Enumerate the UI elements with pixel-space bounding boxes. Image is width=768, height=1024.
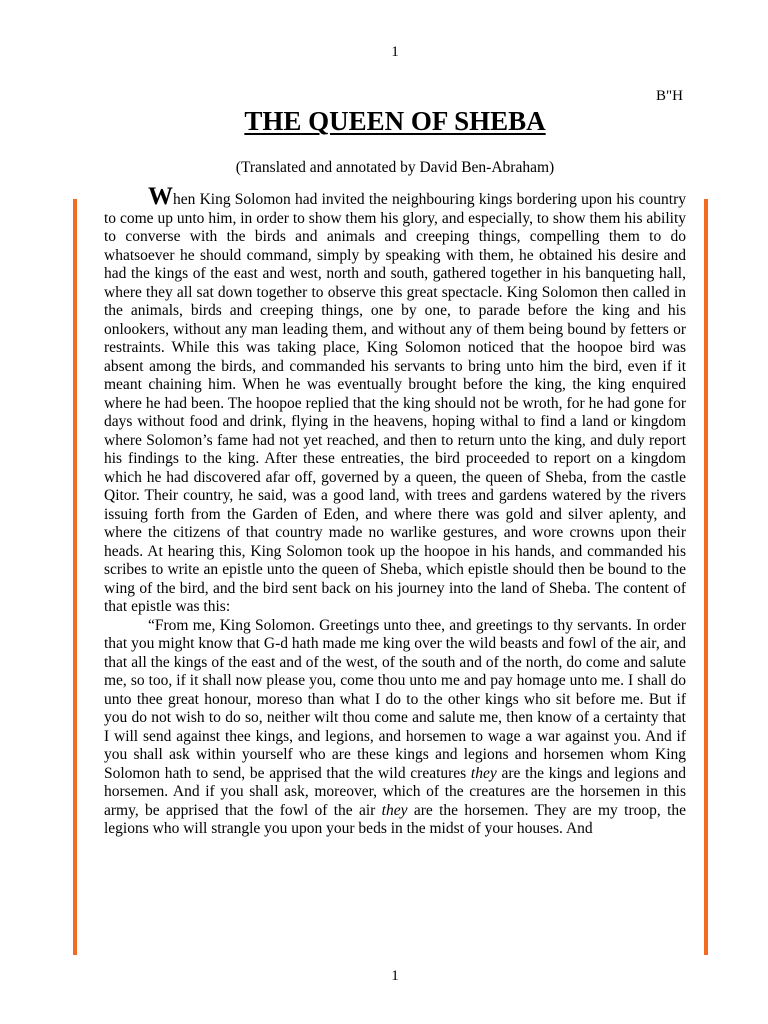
page-number-bottom: 1 (391, 968, 399, 984)
right-margin-bar (704, 199, 708, 955)
paragraph-1 (104, 183, 686, 617)
body-text (104, 183, 686, 839)
drop-cap: W (148, 183, 173, 210)
page-number-top: 1 (391, 44, 399, 60)
left-margin-bar (73, 199, 77, 955)
document-subtitle: (Translated and annotated by David Ben-Abraham) (235, 159, 555, 176)
paragraph-2-text-b: are the kings and legions and horsemen. And if you shall ask, moreover, which of the creatures are the horsemen in this army, be apprised that the fowl of the air (104, 764, 686, 819)
document-title: THE QUEEN OF SHEBA (244, 106, 546, 136)
emphasis-they-1: they (470, 764, 497, 782)
paragraph-1-text: hen King Solomon had invited the neighbouring kings bordering upon his country to come up unto him, in order to show them his glory, and especially, to show them his ability to converse with the birds and animals and creeping things, compelling them to do whatsoever he should command, simply by speaking with them, he obtained his desire and had the kings of the east and west, north and south, gathered together in his banqueting hall, where they all sat down together to observe this great spectacle. King Solomon then called in the animals, birds and creeping things, one by one, to parade before the king and his onlookers, without any man leading them, and without any of them being bound by fetters or restraints. While this was taking place, King Solomon noticed that the hoopoe bird was absent among the birds, and commanded his servants to bring unto him the bird, even if it meant chaining him. When he was eventually brought before the king, the king enquired where he had been. The hoopoe replied that the king should not be wroth, for he had gone for days without food and drink, flying in the heavens, hoping withal to find a land or kingdom where Solomon’s fame had not yet reached, and then to return unto the king, and duly report his findings to the king. After these entreaties, the bird proceeded to report on a kingdom which he had discovered afar off, governed by a queen, the queen of Sheba, from the castle Qitor. Their country, he said, was a good land, with trees and gardens watered by the rivers issuing forth from the Garden of Eden, and where there was gold and silver aplenty, and where the citizens of that country made no warlike gestures, and wore crowns upon their heads. At hearing this, King Solomon took up the hoopoe in his hands, and commanded his scribes to write an epistle unto the queen of Sheba, which epistle should then be bound to the wing of the bird, and the bird sent back on his journey into the land of Sheba. The content of that epistle was this: (104, 191, 686, 615)
header-mark: B"H (656, 88, 683, 104)
paragraph-2-text-c: are the horsemen. They are my troop, the legions who will strangle you upon your beds in the midst of your houses. And (104, 801, 686, 837)
paragraph-2 (104, 617, 686, 839)
emphasis-they-2: they (381, 801, 408, 819)
paragraph-2-text-a: “From me, King Solomon. Greetings unto thee, and greetings to thy servants. In order that you might know that G-d hath made me king over the wild beasts and fowl of the air, and that all the kings of the east and of the west, of the south and of the north, do come and salute me, so too, if it shall now please you, come thou unto me and pay homage unto me. I shall do unto thee great honour, moreso than what I do to the other kings who sit before me. But if you do not wish to do so, neither wilt thou come and salute me, then know of a certainty that I will send against thee kings, and legions, and horsemen to wage a war against you. And if you shall ask within yourself who are these kings and legions and horsemen whom King Solomon hath to send, be apprised that the wild creatures (104, 616, 686, 782)
